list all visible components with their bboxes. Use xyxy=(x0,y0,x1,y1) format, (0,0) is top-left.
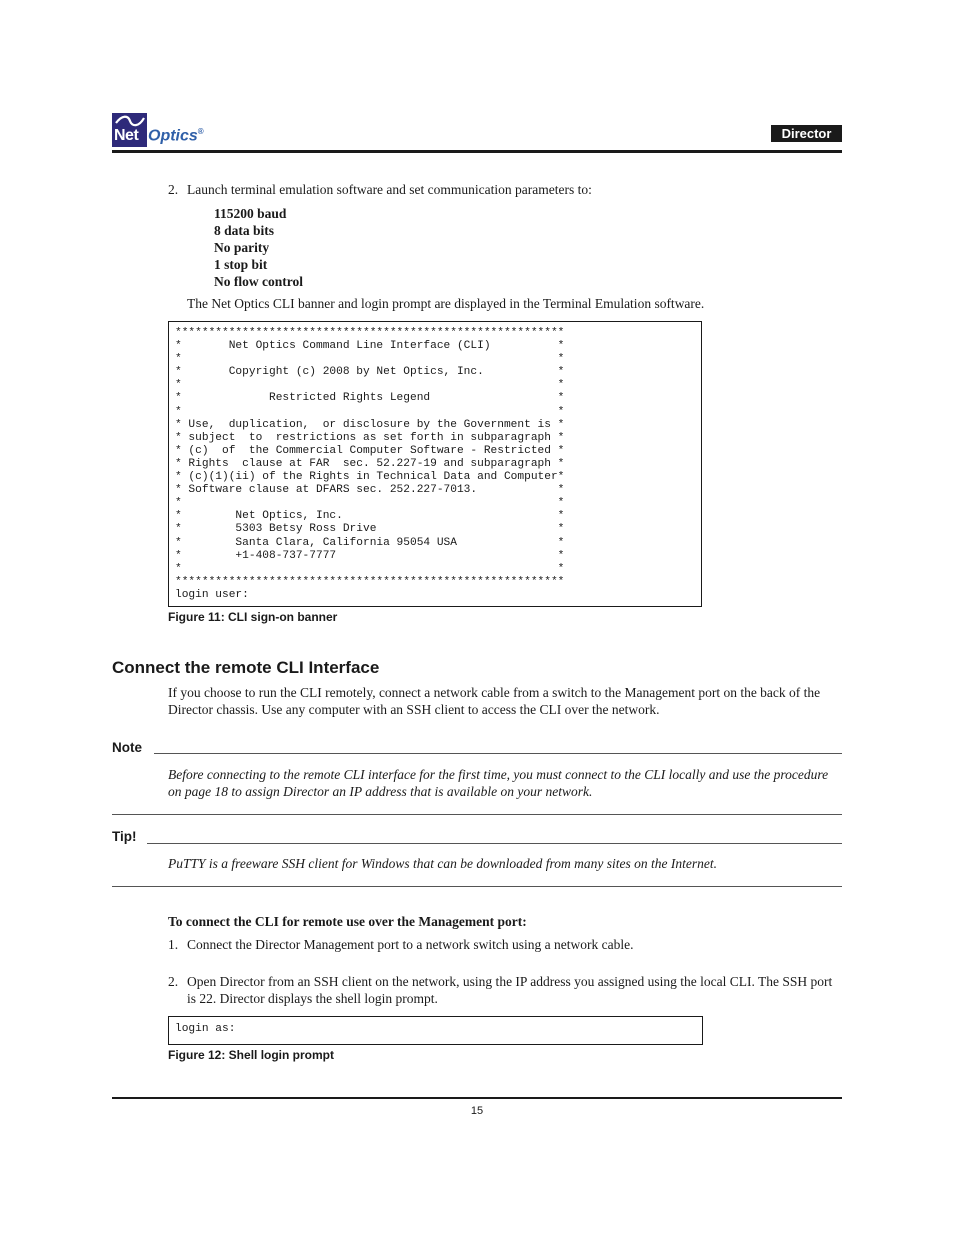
code-line: * * xyxy=(175,353,565,366)
code-line: * * xyxy=(175,379,565,392)
code-line: * Net Optics, Inc. * xyxy=(175,510,565,523)
code-line: * Net Optics Command Line Interface (CLI) * xyxy=(175,340,565,353)
code-line: * * xyxy=(175,497,565,510)
tip-bottom-rule xyxy=(112,886,842,887)
step-number: 2. xyxy=(168,182,179,197)
code-line: * 5303 Betsy Ross Drive * xyxy=(175,523,565,536)
code-line: login user: xyxy=(175,588,249,601)
tip-text: PuTTY is a freeware SSH client for Windows that can be downloaded from many sites on the Internet. xyxy=(168,856,717,871)
code-line: * Copyright (c) 2008 by Net Optics, Inc. * xyxy=(175,366,565,379)
header-rule xyxy=(112,150,842,153)
product-badge: Director xyxy=(771,125,842,142)
page-number: 15 xyxy=(470,1105,484,1117)
code-line: * +1-408-737-7777 * xyxy=(175,549,565,562)
param-item: 8 data bits xyxy=(214,223,275,238)
banner-intro: The Net Optics CLI banner and login prompt are displayed in the Terminal Emulation software. xyxy=(187,296,705,311)
figure-12-caption: Figure 12: Shell login prompt xyxy=(168,1048,335,1062)
code-line: * * xyxy=(175,405,565,418)
code-line: * Software clause at DFARS sec. 252.227-7013. * xyxy=(175,484,565,497)
code-line: * (c) of the Commercial Computer Software - Restricted * xyxy=(175,444,565,457)
note-top-rule xyxy=(154,753,842,754)
net-optics-logo xyxy=(112,113,222,147)
code-line: * Santa Clara, California 95054 USA * xyxy=(175,536,565,549)
logo-registered-mark: ® xyxy=(197,127,204,136)
communication-parameters xyxy=(214,205,303,290)
step-text: Open Director from an SSH client on the network, using the IP address you assigned using the local CLI. The SSH port is 22. Director displays the shell login prompt. xyxy=(187,974,833,1006)
step-text: Launch terminal emulation software and set communication parameters to: xyxy=(187,182,592,197)
tip-top-rule xyxy=(147,843,842,844)
code-line: ********************************************************** xyxy=(175,327,565,339)
step-text: Connect the Director Management port to a network switch using a network cable. xyxy=(187,937,634,952)
figure-11-caption: Figure 11: CLI sign-on banner xyxy=(168,610,338,624)
shell-login-box xyxy=(168,1016,703,1045)
note-bottom-rule xyxy=(112,814,842,815)
step-number: 1. xyxy=(168,937,179,952)
cli-banner-code xyxy=(169,322,701,602)
code-line: * Rights clause at FAR sec. 52.227-19 and subparagraph * xyxy=(175,457,565,470)
logo-optics-text: Optics® xyxy=(148,127,204,145)
code-line: ********************************************************** xyxy=(175,575,565,588)
logo-net-text: Net xyxy=(114,127,139,144)
param-item: No flow control xyxy=(214,274,303,289)
shell-login-code: login as: xyxy=(175,1023,236,1035)
param-item: 1 stop bit xyxy=(214,257,268,272)
cli-banner-box xyxy=(168,321,702,607)
param-item: 115200 baud xyxy=(214,206,287,221)
code-line: * Use, duplication, or disclosure by the Government is * xyxy=(175,418,565,431)
code-line: * (c)(1)(ii) of the Rights in Technical Data and Computer* xyxy=(175,471,565,484)
code-line: * subject to restrictions as set forth in subparagraph * xyxy=(175,431,565,444)
param-item: No parity xyxy=(214,240,270,255)
note-text: Before connecting to the remote CLI interface for the first time, you must connect to the CLI locally and use the procedure on page 18 to assign Director an IP address that is available on your network. xyxy=(168,767,829,799)
tip-label: Tip! xyxy=(112,829,137,844)
procedure-heading: To connect the CLI for remote use over the Management port: xyxy=(168,914,527,929)
section-intro: If you choose to run the CLI remotely, connect a network cable from a switch to the Management port on the back of the Director chassis. Use any computer with an SSH client to access the CLI over the network. xyxy=(168,685,821,717)
code-line: * * xyxy=(175,562,565,575)
code-line: * Restricted Rights Legend * xyxy=(175,392,565,405)
section-title: Connect the remote CLI Interface xyxy=(112,658,380,677)
footer-rule xyxy=(112,1097,842,1099)
step-number: 2. xyxy=(168,974,179,989)
note-label: Note xyxy=(112,740,142,755)
